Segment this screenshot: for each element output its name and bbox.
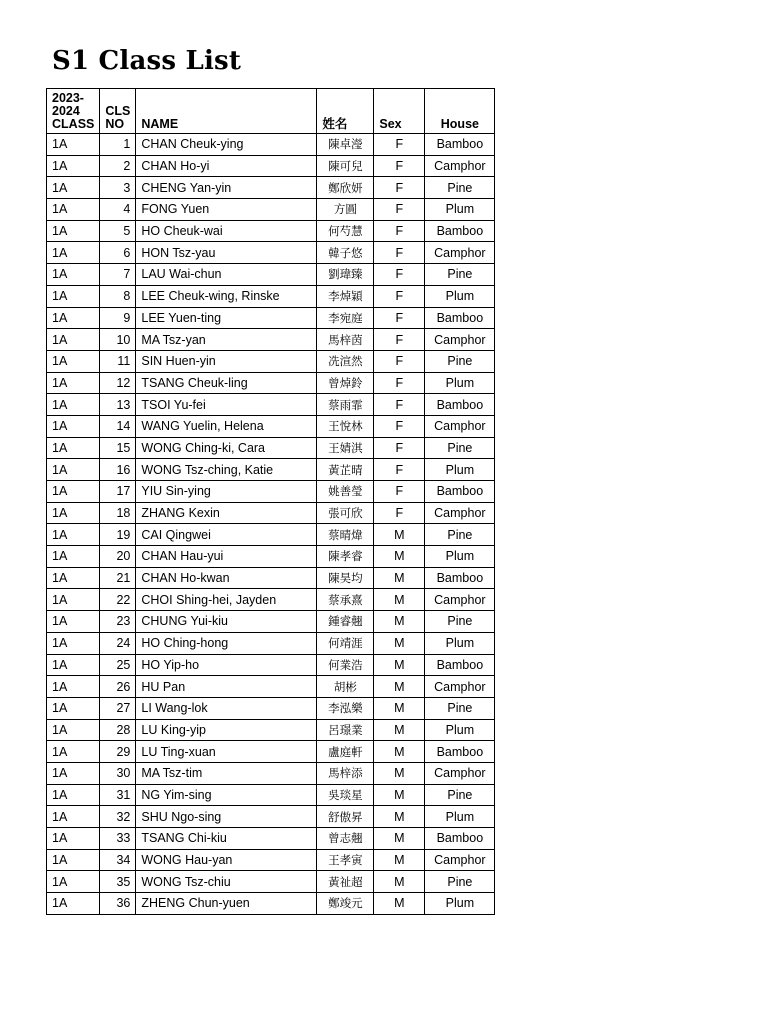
cell-sex: M	[374, 741, 425, 763]
cell-house: Bamboo	[425, 307, 495, 329]
cell-chinese-name: 曾焯鈴	[317, 372, 374, 394]
header-no-line1: CLS	[105, 104, 131, 118]
cell-chinese-name: 劉瑋臻	[317, 264, 374, 286]
cell-cls-no: 16	[100, 459, 136, 481]
header-row	[47, 89, 495, 134]
class-list-table	[46, 88, 495, 915]
cell-class: 1A	[47, 199, 100, 221]
cell-house: Camphor	[425, 849, 495, 871]
cell-cls-no: 28	[100, 719, 136, 741]
cell-cls-no: 4	[100, 199, 136, 221]
table-row	[47, 199, 495, 221]
cell-chinese-name: 王婧淇	[317, 437, 374, 459]
cell-house: Plum	[425, 199, 495, 221]
cell-sex: M	[374, 806, 425, 828]
cell-cls-no: 11	[100, 350, 136, 372]
cell-sex: F	[374, 437, 425, 459]
cell-name: HON Tsz-yau	[136, 242, 317, 264]
cell-name: TSANG Chi-kiu	[136, 828, 317, 850]
cell-class: 1A	[47, 264, 100, 286]
cell-name: CHUNG Yui-kiu	[136, 611, 317, 633]
header-class-line3: CLASS	[52, 117, 95, 131]
cell-cls-no: 30	[100, 762, 136, 784]
cell-class: 1A	[47, 632, 100, 654]
class-list-body	[47, 89, 495, 915]
cell-name: WONG Ching-ki, Cara	[136, 437, 317, 459]
cell-house: Plum	[425, 285, 495, 307]
cell-name: WONG Hau-yan	[136, 849, 317, 871]
cell-sex: F	[374, 285, 425, 307]
cell-name: CHAN Hau-yui	[136, 546, 317, 568]
cell-house: Plum	[425, 546, 495, 568]
cell-cls-no: 25	[100, 654, 136, 676]
cell-house: Bamboo	[425, 654, 495, 676]
cell-chinese-name: 姚善瑩	[317, 481, 374, 503]
cell-class: 1A	[47, 394, 100, 416]
cell-cls-no: 23	[100, 611, 136, 633]
cell-class: 1A	[47, 611, 100, 633]
cell-house: Camphor	[425, 329, 495, 351]
header-class-line2: 2024	[52, 104, 80, 118]
table-row	[47, 415, 495, 437]
cell-cls-no: 31	[100, 784, 136, 806]
cell-class: 1A	[47, 372, 100, 394]
header-sex: Sex	[374, 89, 425, 134]
cell-class: 1A	[47, 524, 100, 546]
cell-house: Pine	[425, 437, 495, 459]
cell-name: HO Cheuk-wai	[136, 220, 317, 242]
cell-chinese-name: 鄭欣妍	[317, 177, 374, 199]
cell-house: Plum	[425, 806, 495, 828]
cell-name: LI Wang-lok	[136, 697, 317, 719]
table-row	[47, 264, 495, 286]
cell-cls-no: 15	[100, 437, 136, 459]
cell-chinese-name: 陳昊均	[317, 567, 374, 589]
cell-house: Bamboo	[425, 828, 495, 850]
cell-name: MA Tsz-tim	[136, 762, 317, 784]
cell-name: NG Yim-sing	[136, 784, 317, 806]
cell-sex: F	[374, 329, 425, 351]
cell-class: 1A	[47, 676, 100, 698]
cell-chinese-name: 何靖涯	[317, 632, 374, 654]
cell-chinese-name: 馬梓添	[317, 762, 374, 784]
cell-class: 1A	[47, 893, 100, 915]
cell-house: Pine	[425, 697, 495, 719]
cell-cls-no: 13	[100, 394, 136, 416]
cell-name: SIN Huen-yin	[136, 350, 317, 372]
table-row	[47, 654, 495, 676]
cell-sex: F	[374, 177, 425, 199]
cell-chinese-name: 何芍慧	[317, 220, 374, 242]
cell-house: Pine	[425, 264, 495, 286]
cell-cls-no: 22	[100, 589, 136, 611]
cell-cls-no: 10	[100, 329, 136, 351]
cell-house: Pine	[425, 611, 495, 633]
cell-class: 1A	[47, 589, 100, 611]
table-row	[47, 567, 495, 589]
cell-name: LU King-yip	[136, 719, 317, 741]
table-row	[47, 350, 495, 372]
cell-class: 1A	[47, 567, 100, 589]
table-row	[47, 697, 495, 719]
table-row	[47, 719, 495, 741]
cell-class: 1A	[47, 220, 100, 242]
cell-house: Camphor	[425, 242, 495, 264]
cell-sex: M	[374, 567, 425, 589]
cell-sex: F	[374, 481, 425, 503]
cell-chinese-name: 李焯穎	[317, 285, 374, 307]
cell-chinese-name: 馬梓茵	[317, 329, 374, 351]
cell-house: Camphor	[425, 589, 495, 611]
cell-chinese-name: 舒傲昇	[317, 806, 374, 828]
cell-cls-no: 6	[100, 242, 136, 264]
cell-chinese-name: 陳可兒	[317, 155, 374, 177]
cell-sex: F	[374, 199, 425, 221]
table-row	[47, 285, 495, 307]
cell-sex: M	[374, 697, 425, 719]
header-class-line1: 2023-	[52, 91, 84, 105]
cell-sex: F	[374, 502, 425, 524]
cell-class: 1A	[47, 307, 100, 329]
cell-chinese-name: 吳琰星	[317, 784, 374, 806]
cell-name: WONG Tsz-ching, Katie	[136, 459, 317, 481]
cell-name: CAI Qingwei	[136, 524, 317, 546]
table-row	[47, 394, 495, 416]
cell-name: WANG Yuelin, Helena	[136, 415, 317, 437]
cell-sex: M	[374, 784, 425, 806]
cell-class: 1A	[47, 242, 100, 264]
cell-class: 1A	[47, 806, 100, 828]
cell-house: Camphor	[425, 676, 495, 698]
cell-chinese-name: 鄭竣元	[317, 893, 374, 915]
table-row	[47, 806, 495, 828]
cell-sex: F	[374, 394, 425, 416]
table-row	[47, 741, 495, 763]
cell-sex: M	[374, 546, 425, 568]
cell-name: ZHENG Chun-yuen	[136, 893, 317, 915]
cell-cls-no: 12	[100, 372, 136, 394]
cell-name: MA Tsz-yan	[136, 329, 317, 351]
cell-chinese-name: 王悅林	[317, 415, 374, 437]
cell-chinese-name: 陳卓瀅	[317, 134, 374, 156]
table-row	[47, 632, 495, 654]
cell-name: HU Pan	[136, 676, 317, 698]
table-row	[47, 372, 495, 394]
cell-chinese-name: 方圓	[317, 199, 374, 221]
cell-chinese-name: 胡彬	[317, 676, 374, 698]
cell-class: 1A	[47, 350, 100, 372]
cell-chinese-name: 陳孝睿	[317, 546, 374, 568]
cell-sex: M	[374, 589, 425, 611]
cell-sex: M	[374, 828, 425, 850]
cell-house: Pine	[425, 177, 495, 199]
cell-house: Plum	[425, 632, 495, 654]
cell-house: Camphor	[425, 415, 495, 437]
cell-cls-no: 17	[100, 481, 136, 503]
cell-sex: M	[374, 654, 425, 676]
table-row	[47, 524, 495, 546]
table-row	[47, 459, 495, 481]
cell-chinese-name: 鍾睿翹	[317, 611, 374, 633]
cell-sex: F	[374, 307, 425, 329]
cell-house: Plum	[425, 893, 495, 915]
cell-cls-no: 33	[100, 828, 136, 850]
cell-class: 1A	[47, 285, 100, 307]
cell-sex: M	[374, 524, 425, 546]
cell-cls-no: 5	[100, 220, 136, 242]
header-name: NAME	[136, 89, 317, 134]
cell-chinese-name: 韓子悠	[317, 242, 374, 264]
cell-class: 1A	[47, 849, 100, 871]
cell-cls-no: 29	[100, 741, 136, 763]
cell-cls-no: 1	[100, 134, 136, 156]
table-row	[47, 762, 495, 784]
cell-name: CHAN Ho-kwan	[136, 567, 317, 589]
cell-chinese-name: 呂璟業	[317, 719, 374, 741]
header-house: House	[425, 89, 495, 134]
header-cls-no	[100, 89, 136, 134]
cell-cls-no: 2	[100, 155, 136, 177]
cell-house: Pine	[425, 524, 495, 546]
cell-house: Plum	[425, 372, 495, 394]
cell-name: TSANG Cheuk-ling	[136, 372, 317, 394]
cell-cls-no: 26	[100, 676, 136, 698]
page-title: S1 Class List	[52, 46, 242, 76]
cell-cls-no: 9	[100, 307, 136, 329]
cell-chinese-name: 黃芷晴	[317, 459, 374, 481]
table-row	[47, 676, 495, 698]
cell-house: Pine	[425, 350, 495, 372]
cell-house: Plum	[425, 719, 495, 741]
cell-house: Pine	[425, 784, 495, 806]
cell-class: 1A	[47, 871, 100, 893]
cell-sex: F	[374, 415, 425, 437]
cell-name: HO Yip-ho	[136, 654, 317, 676]
cell-house: Bamboo	[425, 394, 495, 416]
header-class	[47, 89, 100, 134]
table-row	[47, 589, 495, 611]
cell-class: 1A	[47, 329, 100, 351]
table-row	[47, 134, 495, 156]
cell-name: HO Ching-hong	[136, 632, 317, 654]
table-row	[47, 177, 495, 199]
cell-name: TSOI Yu-fei	[136, 394, 317, 416]
cell-sex: F	[374, 155, 425, 177]
cell-house: Camphor	[425, 762, 495, 784]
cell-class: 1A	[47, 741, 100, 763]
cell-cls-no: 21	[100, 567, 136, 589]
cell-cls-no: 7	[100, 264, 136, 286]
cell-chinese-name: 李泓樂	[317, 697, 374, 719]
cell-sex: M	[374, 632, 425, 654]
table-row	[47, 611, 495, 633]
cell-name: LEE Yuen-ting	[136, 307, 317, 329]
cell-sex: F	[374, 372, 425, 394]
cell-name: CHAN Ho-yi	[136, 155, 317, 177]
table-row	[47, 155, 495, 177]
cell-cls-no: 14	[100, 415, 136, 437]
cell-name: FONG Yuen	[136, 199, 317, 221]
cell-chinese-name: 黃祉超	[317, 871, 374, 893]
table-row	[47, 828, 495, 850]
cell-sex: M	[374, 893, 425, 915]
table-row	[47, 242, 495, 264]
cell-name: SHU Ngo-sing	[136, 806, 317, 828]
cell-house: Bamboo	[425, 481, 495, 503]
cell-class: 1A	[47, 177, 100, 199]
header-no-line2: NO	[105, 117, 125, 131]
table-row	[47, 481, 495, 503]
table-row	[47, 329, 495, 351]
cell-chinese-name: 王孝寅	[317, 849, 374, 871]
cell-house: Bamboo	[425, 741, 495, 763]
cell-name: CHAN Cheuk-ying	[136, 134, 317, 156]
cell-sex: M	[374, 676, 425, 698]
table-row	[47, 546, 495, 568]
cell-cls-no: 3	[100, 177, 136, 199]
cell-class: 1A	[47, 546, 100, 568]
cell-class: 1A	[47, 415, 100, 437]
cell-sex: F	[374, 220, 425, 242]
cell-class: 1A	[47, 762, 100, 784]
cell-name: LAU Wai-chun	[136, 264, 317, 286]
cell-cls-no: 36	[100, 893, 136, 915]
cell-name: CHOI Shing-hei, Jayden	[136, 589, 317, 611]
cell-cls-no: 20	[100, 546, 136, 568]
cell-class: 1A	[47, 134, 100, 156]
cell-class: 1A	[47, 155, 100, 177]
cell-class: 1A	[47, 654, 100, 676]
cell-house: Bamboo	[425, 134, 495, 156]
cell-cls-no: 19	[100, 524, 136, 546]
cell-house: Camphor	[425, 502, 495, 524]
table-row	[47, 502, 495, 524]
cell-chinese-name: 盧庭軒	[317, 741, 374, 763]
cell-house: Bamboo	[425, 567, 495, 589]
cell-cls-no: 18	[100, 502, 136, 524]
cell-chinese-name: 何業浩	[317, 654, 374, 676]
cell-sex: M	[374, 719, 425, 741]
cell-class: 1A	[47, 719, 100, 741]
cell-name: LU Ting-xuan	[136, 741, 317, 763]
cell-cls-no: 27	[100, 697, 136, 719]
cell-house: Bamboo	[425, 220, 495, 242]
cell-name: ZHANG Kexin	[136, 502, 317, 524]
cell-name: YIU Sin-ying	[136, 481, 317, 503]
table-row	[47, 893, 495, 915]
cell-sex: F	[374, 242, 425, 264]
cell-chinese-name: 蔡晴煒	[317, 524, 374, 546]
cell-cls-no: 32	[100, 806, 136, 828]
cell-class: 1A	[47, 828, 100, 850]
cell-name: LEE Cheuk-wing, Rinske	[136, 285, 317, 307]
cell-chinese-name: 蔡雨霏	[317, 394, 374, 416]
cell-name: CHENG Yan-yin	[136, 177, 317, 199]
table-row	[47, 220, 495, 242]
cell-house: Plum	[425, 459, 495, 481]
cell-sex: M	[374, 762, 425, 784]
cell-sex: F	[374, 134, 425, 156]
cell-house: Pine	[425, 871, 495, 893]
cell-class: 1A	[47, 437, 100, 459]
cell-chinese-name: 李宛庭	[317, 307, 374, 329]
cell-sex: M	[374, 871, 425, 893]
cell-sex: M	[374, 611, 425, 633]
cell-cls-no: 8	[100, 285, 136, 307]
cell-class: 1A	[47, 502, 100, 524]
cell-sex: F	[374, 459, 425, 481]
header-chinese-name: 姓名	[317, 89, 374, 134]
cell-class: 1A	[47, 481, 100, 503]
cell-sex: F	[374, 350, 425, 372]
cell-cls-no: 35	[100, 871, 136, 893]
cell-chinese-name: 張可欣	[317, 502, 374, 524]
cell-class: 1A	[47, 459, 100, 481]
cell-chinese-name: 冼渲然	[317, 350, 374, 372]
cell-class: 1A	[47, 784, 100, 806]
cell-cls-no: 24	[100, 632, 136, 654]
cell-house: Camphor	[425, 155, 495, 177]
cell-sex: M	[374, 849, 425, 871]
cell-chinese-name: 蔡承熹	[317, 589, 374, 611]
cell-class: 1A	[47, 697, 100, 719]
table-row	[47, 849, 495, 871]
cell-chinese-name: 曾志翹	[317, 828, 374, 850]
table-row	[47, 871, 495, 893]
table-row	[47, 437, 495, 459]
cell-name: WONG Tsz-chiu	[136, 871, 317, 893]
table-row	[47, 784, 495, 806]
cell-cls-no: 34	[100, 849, 136, 871]
table-row	[47, 307, 495, 329]
cell-sex: F	[374, 264, 425, 286]
